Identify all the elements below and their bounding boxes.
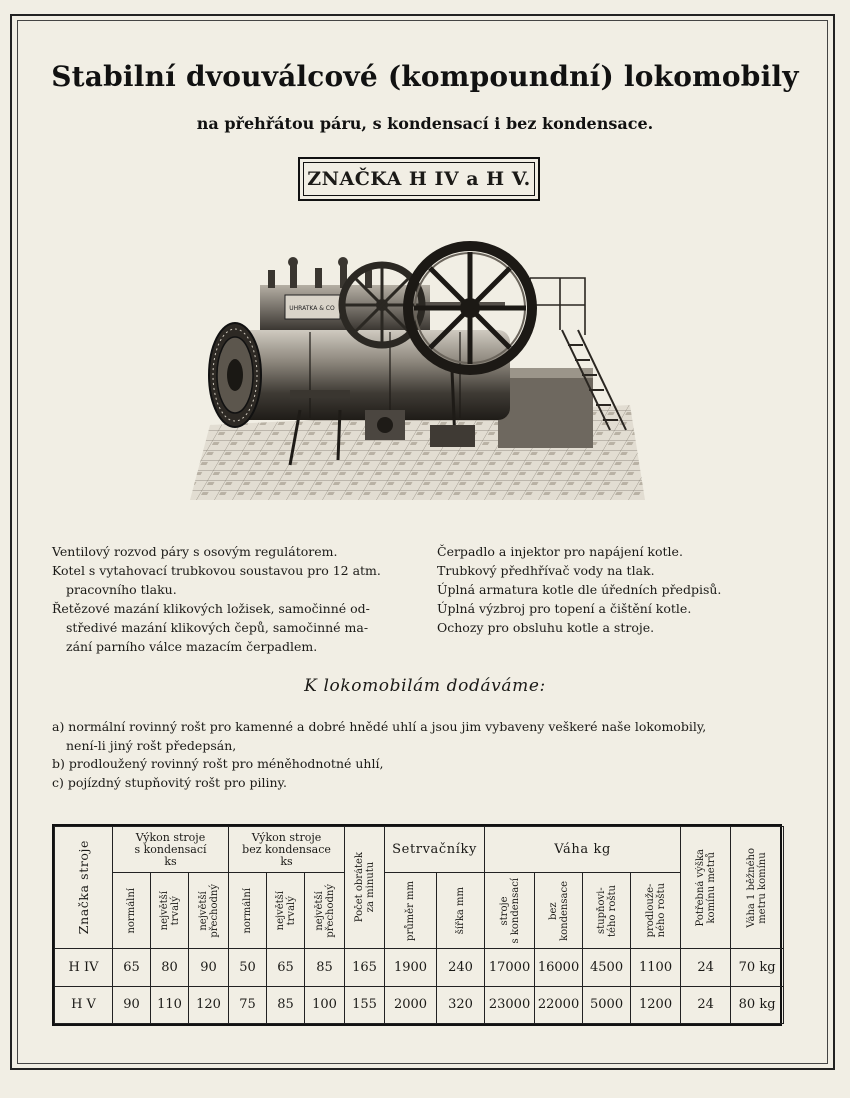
features-left-column bbox=[52, 542, 422, 656]
supply-heading: K lokomobilám dodáváme: bbox=[304, 676, 546, 696]
subheader-width: šířka mm bbox=[437, 873, 485, 949]
header-chimney-height: Potřebná výška komínu metrů bbox=[681, 827, 731, 949]
subheader-max-transient: největší přechodný bbox=[305, 873, 345, 949]
feature-line: Ochozy pro obsluhu kotle a stroje. bbox=[437, 620, 655, 635]
feature-line: Čerpadlo a injektor pro napájení kotle. bbox=[437, 544, 683, 559]
table-row bbox=[55, 986, 784, 1024]
feature-line: zání parního válce mazacím čerpadlem. bbox=[66, 639, 318, 654]
table-cell: 4500 bbox=[583, 949, 631, 987]
flywheel-main bbox=[408, 246, 532, 370]
header-brand: Značka stroje bbox=[55, 827, 113, 949]
features-right-column bbox=[437, 542, 807, 637]
table-cell: 155 bbox=[345, 986, 385, 1024]
table-cell: 80 kg bbox=[731, 986, 784, 1024]
table-cell: 2000 bbox=[385, 986, 437, 1024]
header-weight: Váha kg bbox=[485, 827, 681, 873]
row-model: H IV bbox=[55, 949, 113, 987]
table-cell: 50 bbox=[229, 949, 267, 987]
page-subtitle: na přehřátou páru, s kondensací i bez kondensace. bbox=[196, 114, 654, 133]
subheader-max-continuous: největší trvalý bbox=[151, 873, 189, 949]
subheader-weight-extended-grate: prodlouže- ného roštu bbox=[631, 873, 681, 949]
table-cell: 65 bbox=[267, 949, 305, 987]
page-title: Stabilní dvouválcové (kompoundní) lokomobily bbox=[51, 60, 799, 93]
engine-plate: UHRATKA & CO bbox=[289, 305, 335, 312]
subheader-weight-without-condensation: bez kondensace bbox=[535, 873, 583, 949]
header-chimney-weight: Váha 1 běžného metru komínu bbox=[731, 827, 784, 949]
table-cell: 110 bbox=[151, 986, 189, 1024]
subheader-weight-with-condensation: stroje s kondensací bbox=[485, 873, 535, 949]
supply-item: není-li jiný rošt předepsán, bbox=[66, 737, 237, 753]
table-cell: 16000 bbox=[535, 949, 583, 987]
supply-list bbox=[52, 718, 802, 792]
model-mark-box bbox=[298, 157, 540, 201]
feature-line: Kotel s vytahovací trubkovou soustavou pro 12 atm. bbox=[52, 563, 381, 578]
table-cell: 100 bbox=[305, 986, 345, 1024]
feature-line: Řetězové mazání klikových ložisek, samočinné od- bbox=[52, 601, 370, 616]
spec-table-frame bbox=[52, 824, 782, 1026]
table-cell: 1900 bbox=[385, 949, 437, 987]
table-row bbox=[55, 949, 784, 987]
table-cell: 90 bbox=[113, 986, 151, 1024]
feature-line: Úplná výzbroj pro topení a čištění kotle. bbox=[437, 601, 692, 616]
subheader-weight-step-grate: stupňovi- tého roštu bbox=[583, 873, 631, 949]
feature-line: středivé mazání klikových čepů, samočinné ma- bbox=[66, 620, 369, 635]
table-cell: 17000 bbox=[485, 949, 535, 987]
subheader-max-continuous: největší trvalý bbox=[267, 873, 305, 949]
header-power-without-condensation: Výkon stroje bez kondensace ks bbox=[229, 827, 345, 873]
model-mark: ZNAČKA H IV a H V. bbox=[303, 162, 535, 196]
spec-table bbox=[54, 826, 784, 1024]
subheader-normal: normální bbox=[113, 873, 151, 949]
feature-line: Úplná armatura kotle dle úředních předpisů. bbox=[437, 582, 722, 597]
table-cell: 240 bbox=[437, 949, 485, 987]
supply-item: a) normální rovinný rošt pro kamenné a dobré hnědé uhlí a jsou jim vybaveny veškeré naše lokomobily, bbox=[52, 719, 707, 734]
subheader-max-transient: největší přechodný bbox=[189, 873, 229, 949]
table-cell: 70 kg bbox=[731, 949, 784, 987]
table-cell: 23000 bbox=[485, 986, 535, 1024]
railing bbox=[530, 278, 585, 335]
table-cell: 120 bbox=[189, 986, 229, 1024]
table-cell: 22000 bbox=[535, 986, 583, 1024]
table-cell: 5000 bbox=[583, 986, 631, 1024]
table-cell: 24 bbox=[681, 986, 731, 1024]
supply-item: b) prodloužený rovinný rošt pro méněhodnotné uhlí, bbox=[52, 756, 384, 771]
table-cell: 85 bbox=[305, 949, 345, 987]
subheader-diameter: průměr mm bbox=[385, 873, 437, 949]
supply-item: c) pojízdný stupňovitý rošt pro piliny. bbox=[52, 774, 287, 790]
feature-line: pracovního tlaku. bbox=[66, 582, 177, 597]
table-cell: 24 bbox=[681, 949, 731, 987]
header-power-with-condensation: Výkon stroje s kondensací ks bbox=[113, 827, 229, 873]
table-cell: 1200 bbox=[631, 986, 681, 1024]
locomobile-illustration bbox=[190, 230, 650, 505]
row-model: H V bbox=[55, 986, 113, 1024]
table-cell: 320 bbox=[437, 986, 485, 1024]
feature-line: Ventilový rozvod páry s osovým regulátorem. bbox=[52, 544, 338, 559]
feature-line: Trubkový předhřívač vody na tlak. bbox=[437, 563, 655, 578]
table-cell: 90 bbox=[189, 949, 229, 987]
table-cell: 65 bbox=[113, 949, 151, 987]
header-rpm: Počet obrátek za minutu bbox=[345, 827, 385, 949]
table-cell: 85 bbox=[267, 986, 305, 1024]
table-cell: 80 bbox=[151, 949, 189, 987]
table-cell: 75 bbox=[229, 986, 267, 1024]
header-flywheels: Setrvačníky bbox=[385, 827, 485, 873]
condenser-box bbox=[498, 368, 593, 448]
table-cell: 165 bbox=[345, 949, 385, 987]
subheader-normal: normální bbox=[229, 873, 267, 949]
table-cell: 1100 bbox=[631, 949, 681, 987]
